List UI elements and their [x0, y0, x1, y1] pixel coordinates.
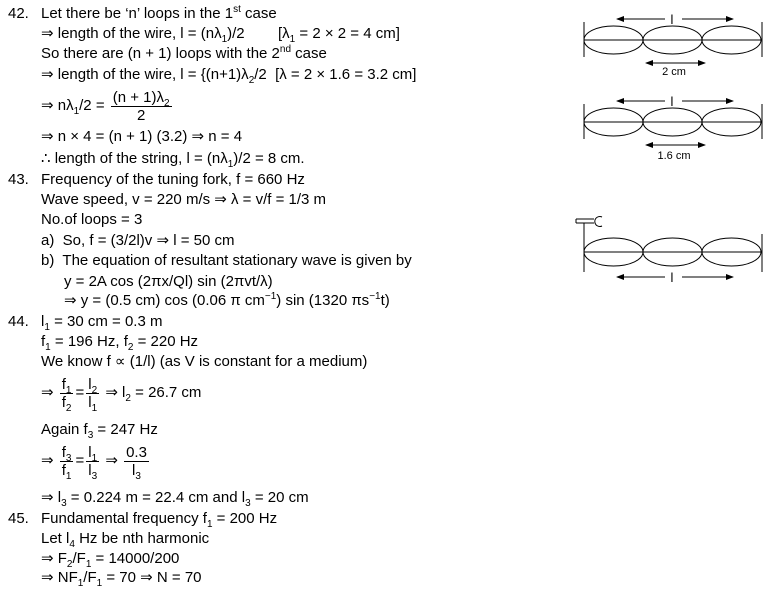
figure-2-three-loops: [584, 94, 762, 162]
figure-1-three-loops: [584, 12, 762, 78]
tuning-fork-prong: [595, 217, 602, 227]
length-label: l: [670, 94, 674, 109]
text-run: So there are (n + 1) loops with the 2: [41, 45, 280, 62]
text-run: ⇒ l: [101, 384, 126, 401]
text-run: ⇒: [101, 452, 123, 469]
text-run: = 2 × 2 = 4 cm]: [295, 25, 400, 42]
question-number: 44.: [8, 313, 29, 330]
text-run: f: [41, 333, 46, 350]
subscript: 3: [65, 452, 72, 464]
question-number: 43.: [8, 171, 29, 188]
subscript: 3: [135, 470, 141, 482]
text-run: l: [132, 461, 136, 479]
text-run: = 200 Hz: [212, 510, 278, 527]
subscript: 1: [227, 159, 234, 170]
subscript: 3: [245, 498, 251, 509]
text-run: ⇒ nλ: [41, 97, 74, 114]
length-label: l: [670, 270, 674, 285]
tuning-fork-icon: [576, 219, 594, 223]
subscript: 1: [65, 470, 72, 482]
text-run: 2: [137, 106, 146, 124]
length-label: l: [670, 12, 674, 27]
figure-3-tuning-fork-loops: [576, 217, 762, 286]
subscript: 1: [44, 322, 50, 333]
text-run: Again f: [41, 421, 88, 438]
subscript: 1: [96, 578, 103, 589]
subscript: 4: [69, 539, 75, 550]
subscript: 1: [45, 342, 51, 353]
text-run: f: [61, 393, 66, 411]
subscript: 2: [127, 342, 134, 353]
subscript: 2: [66, 559, 73, 570]
text-run: = 20 cm: [250, 489, 309, 506]
text-run: ⇒: [41, 452, 58, 469]
subscript: 2: [164, 97, 170, 109]
text-run: /2 [λ = 2 × 1.6 = 3.2 cm]: [254, 66, 417, 83]
spacing-label: 1.6 cm: [657, 150, 691, 162]
subscript: 2: [248, 75, 255, 86]
subscript: 3: [91, 470, 98, 482]
text-run: Fundamental frequency f: [41, 510, 207, 527]
text-run: 0.3: [126, 443, 147, 461]
text-run: = 70 ⇒ N = 70: [102, 569, 202, 586]
text-run: a) So, f = (3/2l)v ⇒ l = 50 cm: [41, 232, 235, 249]
spacing-label: 2 cm: [662, 66, 686, 78]
text-run: We know f ∝ (1/l) (as V is constant for a medium): [41, 353, 368, 370]
text-run: = 30 cm = 0.3 m: [49, 313, 163, 330]
text-run: = 0.224 m = 22.4 cm and l: [66, 489, 246, 506]
text-run: ⇒ F: [41, 550, 67, 567]
question-number: 45.: [8, 510, 29, 527]
text-run: Let l: [41, 530, 70, 547]
text-run: = 14000/200: [91, 550, 180, 567]
text-run: f: [61, 461, 66, 479]
subscript: 3: [61, 498, 67, 509]
text-run: Hz be nth harmonic: [74, 530, 210, 547]
text-run: /2 =: [79, 97, 109, 114]
text-run: f: [61, 443, 66, 461]
text-run: Wave speed, v = 220 m/s ⇒ λ = v/f = 1/3 m: [41, 191, 327, 208]
subscript: 1: [91, 402, 98, 414]
text-run: ⇒ l: [41, 489, 62, 506]
text-run: = 247 Hz: [93, 421, 158, 438]
text-run: ⇒ length of the wire, l = (nλ: [41, 25, 222, 42]
text-run: )/2 = 8 cm.: [233, 150, 305, 167]
subscript: 1: [221, 34, 228, 45]
subscript: 1: [65, 384, 72, 396]
text-run: =: [75, 384, 85, 401]
text-run: Let there be ‘n’ loops in the 1: [41, 5, 234, 22]
text-run: = 26.7 cm: [130, 384, 202, 401]
subscript: 1: [85, 559, 92, 570]
text-run: l: [88, 461, 92, 479]
text-run: l: [88, 443, 92, 461]
text-run: ⇒ length of the wire, l = {(n+1)λ: [41, 66, 249, 83]
subscript: 1: [73, 106, 80, 117]
text-run: )/2 [λ: [227, 25, 290, 42]
text-run: =: [75, 452, 85, 469]
subscript: 1: [91, 452, 98, 464]
text-run: /F: [83, 569, 97, 586]
text-run: ) sin (1320 πs: [276, 292, 370, 309]
text-run: case: [240, 5, 277, 22]
text-run: y = 2A cos (2πx/Ql) sin (2πvt/λ): [64, 273, 273, 290]
text-run: ⇒ n × 4 = (n + 1) (3.2) ⇒ n = 4: [41, 128, 243, 145]
superscript: st: [233, 4, 241, 15]
text-run: = 220 Hz: [133, 333, 199, 350]
text-run: l: [88, 375, 92, 393]
text-run: l: [41, 313, 45, 330]
text-run: (n + 1)λ: [112, 88, 165, 106]
question-number: 42.: [8, 5, 29, 22]
superscript: −1: [369, 291, 381, 302]
subscript: 2: [65, 402, 72, 414]
text-run: t): [380, 292, 390, 309]
subscript: 2: [125, 393, 131, 404]
subscript: 2: [91, 384, 98, 396]
subscript: 1: [289, 34, 296, 45]
text-run: f: [61, 375, 66, 393]
text-run: ∴ length of the string, l = (nλ: [41, 150, 228, 167]
subscript: 1: [206, 519, 213, 530]
superscript: −1: [264, 291, 277, 302]
superscript: nd: [279, 44, 292, 55]
subscript: 1: [77, 578, 84, 589]
text-run: b) The equation of resultant stationary wave is given by: [41, 252, 412, 269]
text-run: Frequency of the tuning fork, f = 660 Hz: [41, 171, 305, 188]
text-run: /F: [72, 550, 86, 567]
text-run: case: [291, 45, 327, 62]
subscript: 3: [87, 430, 94, 441]
text-run: ⇒: [41, 384, 58, 401]
text-run: l: [88, 393, 92, 411]
text-run: No.of loops = 3: [41, 211, 143, 228]
text-run: ⇒ y = (0.5 cm) cos (0.06 π cm: [64, 292, 265, 309]
text-run: = 196 Hz, f: [50, 333, 128, 350]
text-run: ⇒ NF: [41, 569, 78, 586]
